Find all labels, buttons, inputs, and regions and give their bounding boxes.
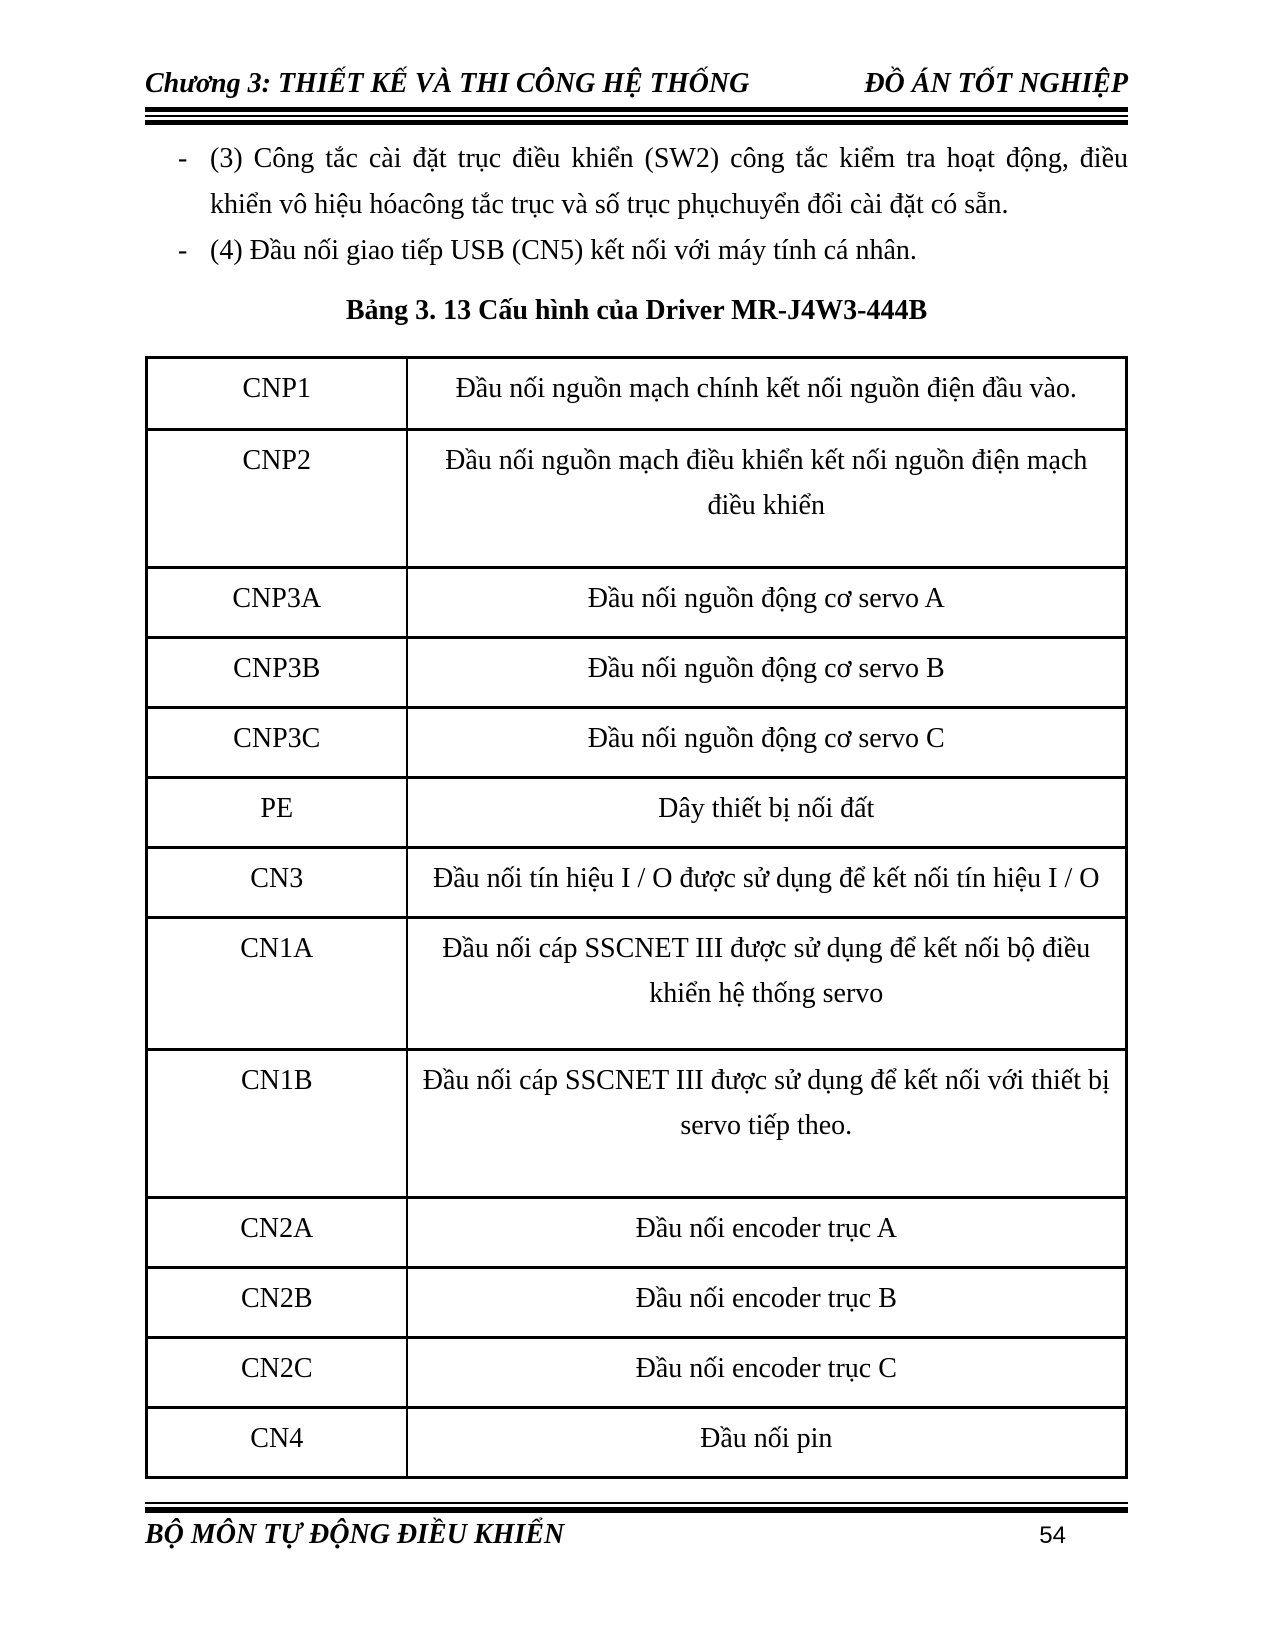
description-cell: Đầu nối nguồn mạch điều khiển kết nối nguồn điện mạch điều khiển xyxy=(407,430,1127,568)
connector-cell: CN2B xyxy=(147,1268,407,1338)
description-cell: Đầu nối nguồn mạch chính kết nối nguồn điện đầu vào. xyxy=(407,358,1127,430)
footer-rule xyxy=(145,1502,1128,1513)
header-text-row xyxy=(145,68,1128,100)
description-cell: Đầu nối encoder trục C xyxy=(407,1338,1127,1408)
connector-cell: CN2A xyxy=(147,1198,407,1268)
config-table xyxy=(145,356,1128,1479)
table-row xyxy=(147,708,1127,778)
description-cell: Đầu nối cáp SSCNET III được sử dụng để kết nối với thiết bị servo tiếp theo. xyxy=(407,1050,1127,1198)
table-row xyxy=(147,1198,1127,1268)
bullet-list xyxy=(145,136,1128,274)
description-cell: Đầu nối nguồn động cơ servo B xyxy=(407,638,1127,708)
description-cell: Đầu nối encoder trục A xyxy=(407,1198,1127,1268)
table-row xyxy=(147,568,1127,638)
bullet-text: (3) Công tắc cài đặt trục điều khiển (SW2) công tắc kiểm tra hoạt động, điều khiển vô hiệu hóacông tắc trục và số trục phụchuyển đổi cài đặt có sẵn. xyxy=(210,143,1128,220)
table-row xyxy=(147,638,1127,708)
footer-department: BỘ MÔN TỰ ĐỘNG ĐIỀU KHIỂN xyxy=(145,1519,565,1550)
description-cell: Đầu nối pin xyxy=(407,1408,1127,1478)
connector-cell: CN1A xyxy=(147,918,407,1050)
connector-cell: CN4 xyxy=(147,1408,407,1478)
connector-cell: CNP3B xyxy=(147,638,407,708)
header-project-title: ĐỒ ÁN TỐT NGHIỆP xyxy=(864,68,1128,99)
description-cell: Đầu nối nguồn động cơ servo A xyxy=(407,568,1127,638)
connector-cell: CNP2 xyxy=(147,430,407,568)
table-row xyxy=(147,918,1127,1050)
header-chapter-title: Chương 3: THIẾT KẾ VÀ THI CÔNG HỆ THỐNG xyxy=(145,68,750,99)
footer-page-number: 54 xyxy=(1039,1522,1066,1549)
footer-rule-bar-bottom xyxy=(145,1507,1128,1513)
connector-cell: CN1B xyxy=(147,1050,407,1198)
table-row xyxy=(147,430,1127,568)
connector-cell: CNP3A xyxy=(147,568,407,638)
config-table-body xyxy=(147,358,1127,1478)
table-row xyxy=(147,848,1127,918)
description-cell: Đầu nối encoder trục B xyxy=(407,1268,1127,1338)
bullet-item xyxy=(145,136,1128,228)
description-cell: Dây thiết bị nối đất xyxy=(407,778,1127,848)
config-table-container xyxy=(145,356,1128,1479)
table-row xyxy=(147,1408,1127,1478)
table-row xyxy=(147,1268,1127,1338)
page-header xyxy=(145,68,1128,125)
connector-cell: CN3 xyxy=(147,848,407,918)
table-row xyxy=(147,1338,1127,1408)
connector-cell: CNP3C xyxy=(147,708,407,778)
table-row xyxy=(147,1050,1127,1198)
page-footer xyxy=(145,1502,1128,1551)
bullet-text: (4) Đầu nối giao tiếp USB (CN5) kết nối với máy tính cá nhân. xyxy=(210,235,917,266)
connector-cell: CN2C xyxy=(147,1338,407,1408)
table-caption: Bảng 3. 13 Cấu hình của Driver MR-J4W3-444B xyxy=(345,295,928,326)
table-row xyxy=(147,778,1127,848)
footer-text-row xyxy=(145,1519,1128,1551)
table-row xyxy=(147,358,1127,430)
bullet-item xyxy=(145,228,1128,274)
description-cell: Đầu nối tín hiệu I / O được sử dụng để kết nối tín hiệu I / O xyxy=(407,848,1127,918)
header-rule-bar-bottom xyxy=(145,120,1128,125)
bullet-marker: - xyxy=(178,235,188,266)
connector-cell: PE xyxy=(147,778,407,848)
description-cell: Đầu nối nguồn động cơ servo C xyxy=(407,708,1127,778)
bullet-marker: - xyxy=(178,143,188,174)
header-rule xyxy=(145,107,1128,125)
description-cell: Đầu nối cáp SSCNET III được sử dụng để kết nối bộ điều khiển hệ thống servo xyxy=(407,918,1127,1050)
connector-cell: CNP1 xyxy=(147,358,407,430)
